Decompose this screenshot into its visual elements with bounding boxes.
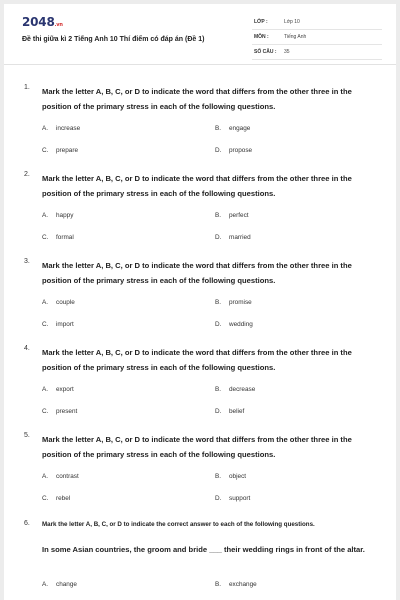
meta-row-subject	[252, 30, 382, 45]
option-text: happy	[56, 212, 74, 219]
option-text: import	[56, 321, 74, 328]
option-a[interactable]	[42, 212, 73, 219]
logo-suffix: .vn	[54, 22, 63, 28]
option-text: belief	[229, 408, 245, 415]
meta-key: SỐ CÂU :	[254, 49, 277, 55]
option-b[interactable]	[215, 299, 252, 306]
option-letter: A.	[42, 473, 49, 480]
logo-text: 2048	[22, 15, 55, 29]
option-text: promise	[229, 299, 252, 306]
option-letter: B.	[215, 581, 222, 588]
question-number: 5.	[24, 432, 30, 439]
question-stem: Mark the letter A, B, C, or D to indicate the word that differs from the other three in the position of the primary stress in each of the following questions.	[42, 435, 352, 459]
option-d[interactable]	[215, 234, 251, 241]
option-letter: B.	[215, 299, 222, 306]
option-letter: A.	[42, 386, 49, 393]
option-b[interactable]	[215, 212, 249, 219]
option-b[interactable]	[215, 386, 255, 393]
option-letter: B.	[215, 125, 222, 132]
option-text: engage	[229, 125, 251, 132]
option-text: decrease	[229, 386, 256, 393]
option-d[interactable]	[215, 321, 253, 328]
option-text: support	[229, 495, 251, 502]
option-b[interactable]	[215, 581, 257, 588]
exam-header	[4, 4, 396, 65]
option-letter: A.	[42, 125, 49, 132]
option-text: change	[56, 581, 77, 588]
option-letter: D.	[215, 321, 222, 328]
question-stem: Mark the letter A, B, C, or D to indicate the word that differs from the other three in the position of the primary stress in each of the following questions.	[42, 348, 352, 372]
option-text: wedding	[229, 321, 253, 328]
site-logo[interactable]	[22, 15, 63, 29]
option-letter: C.	[42, 147, 49, 154]
option-c[interactable]	[42, 321, 74, 328]
option-letter: D.	[215, 147, 222, 154]
option-c[interactable]	[42, 408, 77, 415]
option-a[interactable]	[42, 299, 75, 306]
option-a[interactable]	[42, 581, 77, 588]
question-stem: Mark the letter A, B, C, or D to indicate the word that differs from the other three in the position of the primary stress in each of the following questions.	[42, 174, 352, 198]
option-d[interactable]	[215, 495, 250, 502]
option-text: present	[56, 408, 78, 415]
question-number: 3.	[24, 258, 30, 265]
exam-sheet	[4, 4, 396, 600]
option-c[interactable]	[42, 234, 74, 241]
meta-key: MÔN :	[254, 34, 269, 40]
meta-row-class	[252, 15, 382, 30]
option-letter: C.	[42, 321, 49, 328]
question-number: 1.	[24, 84, 30, 91]
option-letter: C.	[42, 234, 49, 241]
question-passage: In some Asian countries, the groom and bride ___ their wedding rings in front of the altar.	[42, 545, 365, 554]
option-b[interactable]	[215, 125, 250, 132]
option-text: propose	[229, 147, 253, 154]
option-d[interactable]	[215, 408, 244, 415]
option-a[interactable]	[42, 473, 79, 480]
option-text: increase	[56, 125, 81, 132]
option-letter: B.	[215, 473, 222, 480]
option-text: export	[56, 386, 74, 393]
option-c[interactable]	[42, 495, 70, 502]
option-letter: B.	[215, 386, 222, 393]
exam-title: Đề thi giữa kì 2 Tiếng Anh 10 Thí điểm có đáp án (Đề 1)	[22, 36, 205, 43]
option-c[interactable]	[42, 147, 78, 154]
option-text: prepare	[56, 147, 79, 154]
option-text: object	[229, 473, 247, 480]
option-text: couple	[56, 299, 75, 306]
option-text: perfect	[229, 212, 249, 219]
option-letter: B.	[215, 212, 222, 219]
meta-value: Lớp 10	[284, 19, 300, 25]
option-letter: D.	[215, 408, 222, 415]
option-a[interactable]	[42, 125, 80, 132]
question-stem: Mark the letter A, B, C, or D to indicate the word that differs from the other three in the position of the primary stress in each of the following questions.	[42, 87, 352, 111]
option-b[interactable]	[215, 473, 246, 480]
question-stem: Mark the letter A, B, C, or D to indicate the word that differs from the other three in the position of the primary stress in each of the following questions.	[42, 261, 352, 285]
option-letter: D.	[215, 234, 222, 241]
option-letter: A.	[42, 581, 49, 588]
meta-value: Tiếng Anh	[284, 34, 307, 40]
meta-row-count	[252, 45, 382, 60]
option-letter: D.	[215, 495, 222, 502]
option-d[interactable]	[215, 147, 252, 154]
option-text: formal	[56, 234, 74, 241]
option-text: rebel	[56, 495, 71, 502]
option-text: contrast	[56, 473, 79, 480]
meta-key: LỚP :	[254, 19, 268, 25]
option-text: married	[229, 234, 251, 241]
question-number: 4.	[24, 345, 30, 352]
option-letter: A.	[42, 299, 49, 306]
option-letter: C.	[42, 495, 49, 502]
question-number: 2.	[24, 171, 30, 178]
option-a[interactable]	[42, 386, 74, 393]
question-stem: Mark the letter A, B, C, or D to indicate the correct answer to each of the following questions.	[42, 521, 315, 528]
option-text: exchange	[229, 581, 257, 588]
question-number: 6.	[24, 520, 30, 527]
meta-value: 35	[284, 49, 290, 55]
option-letter: A.	[42, 212, 49, 219]
option-letter: C.	[42, 408, 49, 415]
